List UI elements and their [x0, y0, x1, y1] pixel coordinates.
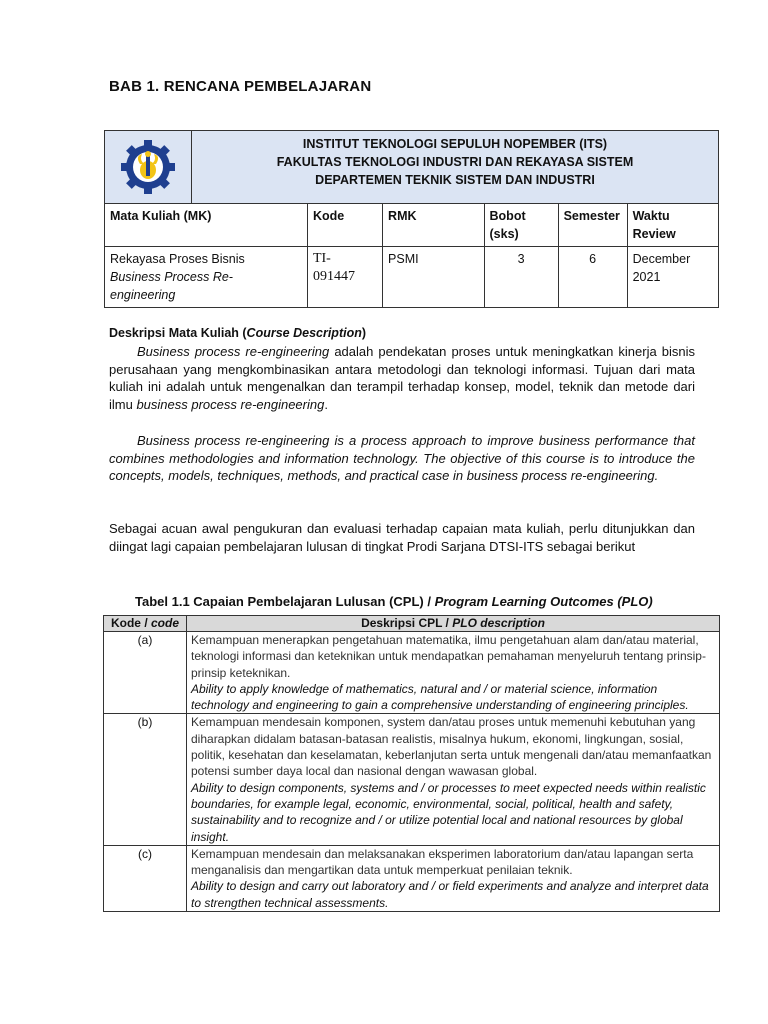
- header-rmk: RMK: [383, 204, 484, 247]
- course-name: Rekayasa Proses Bisnis Business Process Re- engineering: [105, 247, 308, 308]
- cpl-code: (a): [104, 632, 187, 714]
- cpl-description: Kemampuan mendesain komponen, system dan/atau proses untuk memenuhi kebutuhan yang diharapkan didalam batasan-batasan realistis, misalnya hukum, ekonomi, lingkungan, sosial, politik, kesehatan dan keselamatan, keberlanjutan serta untuk mengenali dan/atau memanfaatkan potensi sumber daya local dan nasional dengan wawasan global. Ability to design components, systems and / or processes to meet expected needs within realistic boundaries, for example legal, economic, environmental, social, political, health and safety, sustainability and to recognize and / or utilize potential local and national resources by global insight.: [187, 714, 720, 845]
- description-heading: Deskripsi Mata Kuliah (Course Description): [109, 326, 367, 340]
- course-rmk: PSMI: [383, 247, 484, 308]
- cpl-description: Kemampuan menerapkan pengetahuan matematika, ilmu pengetahuan alam dan/atau material, teknologi informasi dan keteknikan untuk mendapatkan pemahaman menyeluruh tentang prinsip-prinsip keteknikan. Ability to apply knowledge of mathematics, natural and / or material science, information technology and engineering to gain a comprehensive understanding of engineering principles.: [187, 632, 720, 714]
- its-logo-icon: [105, 131, 192, 203]
- table-row: [104, 714, 720, 845]
- institution-banner: [105, 131, 719, 204]
- course-row: [105, 247, 719, 308]
- cpl-table: [103, 615, 720, 912]
- cpl-code: (b): [104, 714, 187, 845]
- table-row: [104, 632, 720, 714]
- table-row: [104, 845, 720, 911]
- table-caption: Tabel 1.1 Capaian Pembelajaran Lulusan (CPL) / Program Learning Outcomes (PLO): [135, 594, 653, 609]
- course-header-table: [104, 130, 719, 302]
- faculty-name: FAKULTAS TEKNOLOGI INDUSTRI DAN REKAYASA SISTEM: [276, 155, 634, 169]
- header-semester: Semester: [558, 204, 627, 247]
- header-deskripsi: Deskripsi CPL / PLO description: [187, 616, 720, 632]
- course-review: December 2021: [627, 247, 718, 308]
- description-paragraph-id: Business process re-engineering adalah pendekatan proses untuk meningkatkan kinerja bisnis perusahaan yang mengkombinasikan antara metodologi dan teknologi informasi. Tujuan dari mata kuliah ini adalah untuk mengenalkan dan terampil terhadap konsep, model, teknik dan metode dari ilmu business process re-engineering.: [109, 344, 695, 412]
- header-credits: Bobot (sks): [484, 204, 558, 247]
- course-semester: 6: [558, 247, 627, 308]
- course-table-header: [105, 204, 719, 247]
- reference-paragraph: Sebagai acuan awal pengukuran dan evaluasi terhadap capaian mata kuliah, perlu ditunjukkan dan diingat lagi capaian pembelajaran lulusan di tingkat Prodi Sarjana DTSI-ITS sebagai berikut: [109, 521, 695, 554]
- description-paragraph-en: Business process re-engineering is a process approach to improve business performance that combines methodologies and information technology. The objective of this course is to introduce the concepts, models, techniques, methods, and practical case in business process re-engineering.: [109, 433, 695, 483]
- course-credits: 3: [484, 247, 558, 308]
- header-kode: Kode / code: [104, 616, 187, 632]
- cpl-code: (c): [104, 845, 187, 911]
- header-code: Kode: [307, 204, 382, 247]
- header-review: Waktu Review: [627, 204, 718, 247]
- cpl-description: Kemampuan mendesain dan melaksanakan eksperimen laboratorium dan/atau lapangan serta menganalisis dan mengartikan data untuk memperkuat penilaian teknik. Ability to design and carry out laboratory and / or field experiments and analyze and interpret data to strengthen technical assessments.: [187, 845, 720, 911]
- department-name: DEPARTEMEN TEKNIK SISTEM DAN INDUSTRI: [315, 173, 595, 187]
- course-code: TI- 091447: [307, 247, 382, 308]
- chapter-title: BAB 1. RENCANA PEMBELAJARAN: [109, 78, 372, 95]
- institution-name: INSTITUT TEKNOLOGI SEPULUH NOPEMBER (ITS): [302, 137, 608, 151]
- header-course: Mata Kuliah (MK): [105, 204, 308, 247]
- cpl-table-header: [104, 616, 720, 632]
